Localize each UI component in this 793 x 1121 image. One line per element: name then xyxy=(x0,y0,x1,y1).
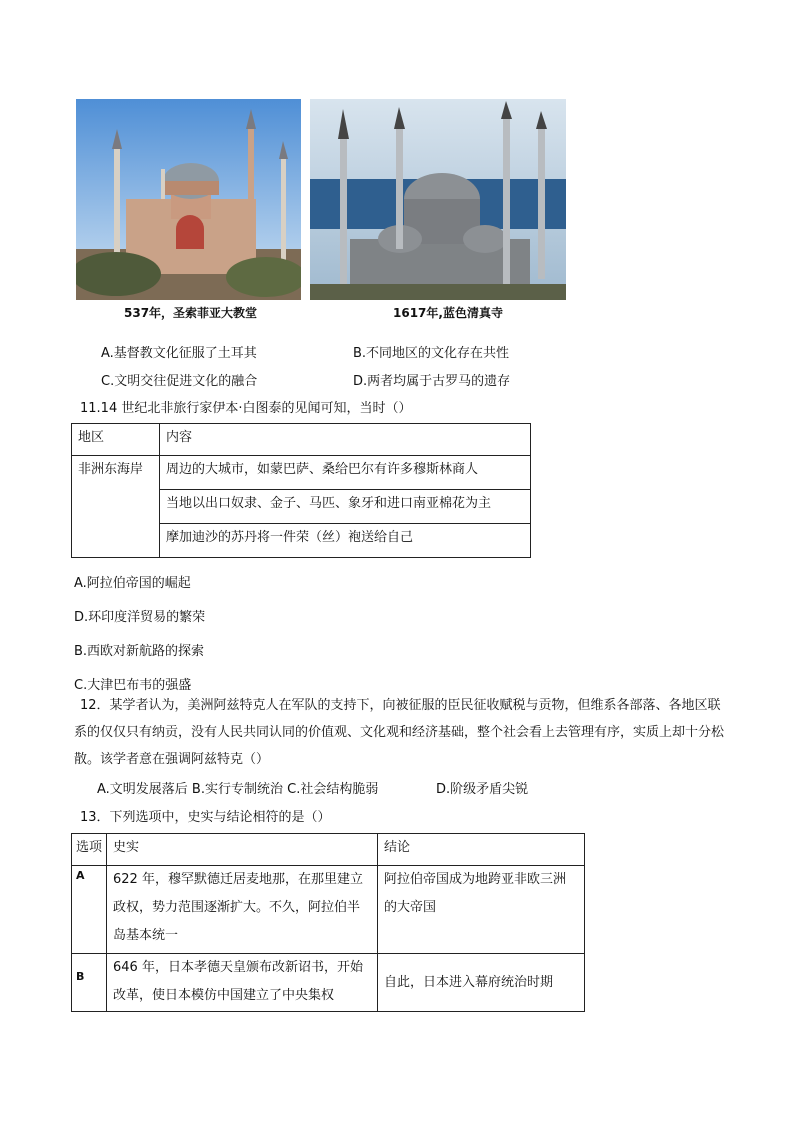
table-header: 地区 xyxy=(72,424,160,456)
table-cell: 622 年，穆罕默德迁居麦地那，在那里建立政权，势力范围逐渐扩大。不久，阿拉伯半岛基本统一 xyxy=(107,866,378,954)
option-b: B.不同地区的文化存在共性 xyxy=(353,346,510,361)
table-header: 内容 xyxy=(160,424,531,456)
option-abc: A.文明发展落后 B.实行专制统治 C.社会结构脆弱 xyxy=(97,782,379,797)
table-cell: A xyxy=(72,866,107,954)
question-stem: 13．下列选项中，史实与结论相符的是（） xyxy=(80,810,331,825)
option-d: D.两者均属于古罗马的遗存 xyxy=(353,374,511,389)
option: C.大津巴布韦的强盛 xyxy=(74,678,192,693)
table-cell: 自此，日本进入幕府统治时期 xyxy=(378,954,585,1012)
option: B.西欧对新航路的探索 xyxy=(74,644,205,659)
hagia-sophia-photo xyxy=(76,99,301,300)
image-caption: 537年，圣索菲亚大教堂 xyxy=(124,306,258,320)
option: D.环印度洋贸易的繁荣 xyxy=(74,610,206,625)
table-header: 选项 xyxy=(72,834,107,866)
table-cell: 周边的大城市，如蒙巴萨、桑给巴尔有许多穆斯林商人 xyxy=(160,456,531,490)
table-header: 结论 xyxy=(378,834,585,866)
table-cell: 阿拉伯帝国成为地跨亚非欧三洲的大帝国 xyxy=(378,866,585,954)
option-c: C.文明交往促进文化的融合 xyxy=(101,374,258,389)
q11-table xyxy=(71,423,531,558)
table-cell: 摩加迪沙的苏丹将一件荣（丝）袍送给自己 xyxy=(160,524,531,558)
table-cell: 646 年，日本孝德天皇颁布改新诏书，开始改革，使日本模仿中国建立了中央集权 xyxy=(107,954,378,1012)
table-cell: 非洲东海岸 xyxy=(72,456,160,558)
q13-table xyxy=(71,833,585,1012)
question-stem: 11.14 世纪北非旅行家伊本·白图泰的见闻可知，当时（） xyxy=(80,401,412,416)
table-header: 史实 xyxy=(107,834,378,866)
option: A.阿拉伯帝国的崛起 xyxy=(74,576,191,591)
table-cell: 当地以出口奴隶、金子、马匹、象牙和进口南亚棉花为主 xyxy=(160,490,531,524)
table-cell: B xyxy=(72,954,107,1012)
question-stem: 12．某学者认为，美洲阿兹特克人在军队的支持下，向被征服的臣民征收赋税与贡物，但维系各部落、各地区联系的仅仅只有纳贡，没有人民共同认同的价值观、文化观和经济基础，整个社会看上去管理有序，实质上却十分松散。该学者意在强调阿兹特克（） xyxy=(74,698,725,767)
blue-mosque-photo xyxy=(310,99,566,300)
image-caption: 1617年,蓝色清真寺 xyxy=(393,306,503,320)
option-a: A.基督教文化征服了土耳其 xyxy=(101,346,257,361)
option-d: D.阶级矛盾尖锐 xyxy=(436,782,529,797)
